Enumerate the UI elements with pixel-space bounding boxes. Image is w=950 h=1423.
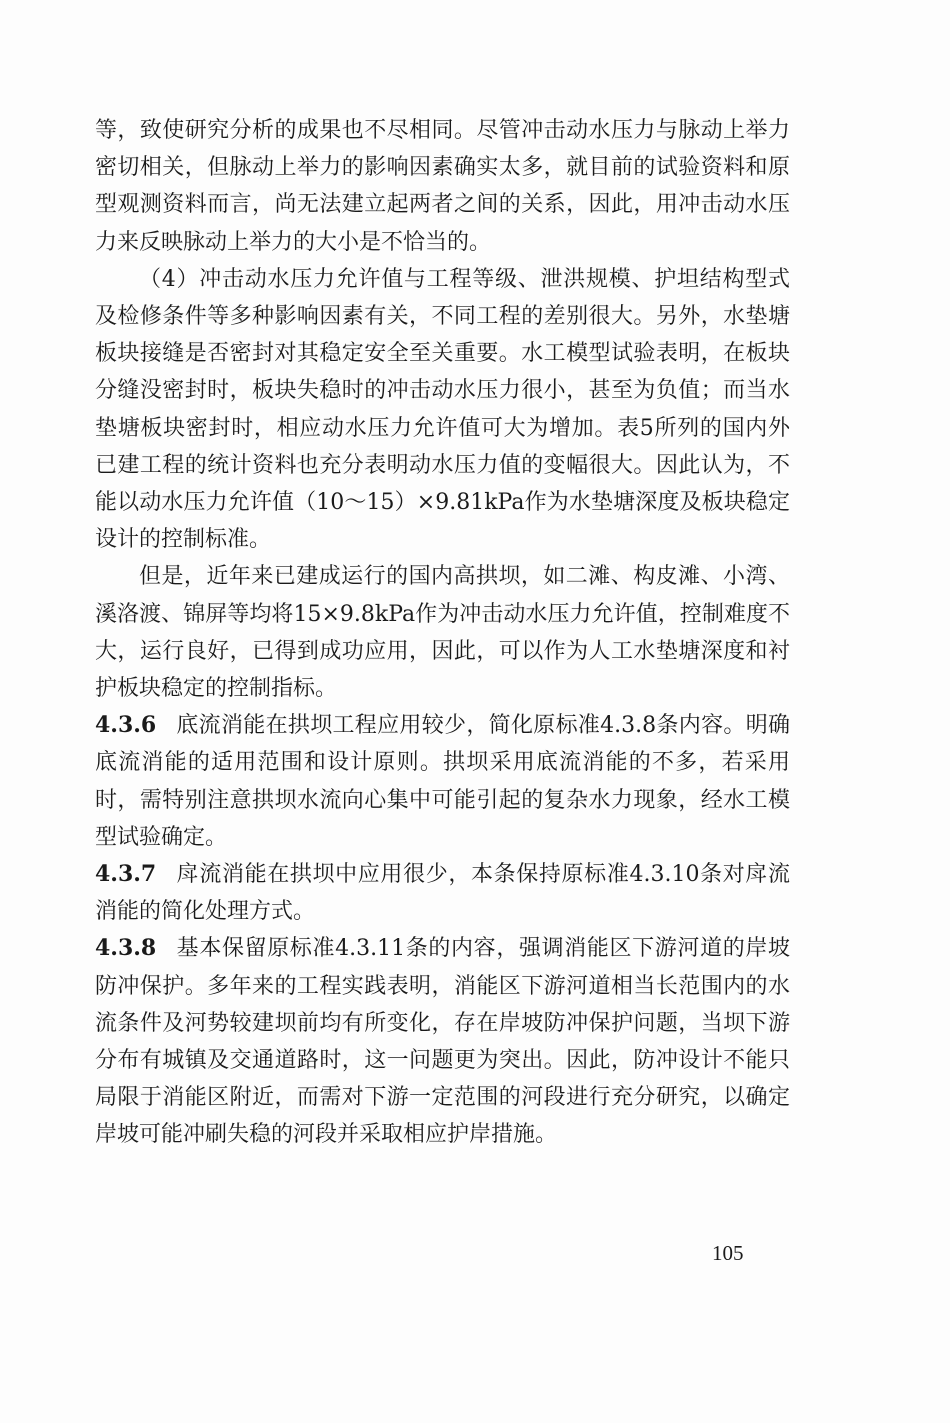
clause-number: 4.3.7 [95,861,157,888]
body-text [95,112,790,1154]
paragraph-text: 但是，近年来已建成运行的国内高拱坝，如二滩、构皮滩、小湾、溪洛渡、锦屏等均将15×9.8kPa作为冲击动水压力允许值，控制难度不大，运行良好，已得到成功应用，因此，可以作为人工水垫塘深度和衬护板块稳定的控制指标。 [95,564,790,702]
clause-4-3-6 [95,707,790,856]
clause-text: 基本保留原标准4.3.11条的内容，强调消能区下游河道的岸坡防冲保护。多年来的工程实践表明，消能区下游河道相当长范围内的水流条件及河势较建坝前均有所变化，存在岸坡防冲保护问题，当坝下游分布有城镇及交通道路时，这一问题更为突出。因此，防冲设计不能只局限于消能区附近，而需对下游一定范围的河段进行充分研究，以确定岸坡可能冲刷失稳的河段并采取相应护岸措施。 [95,936,790,1148]
clause-text: 戽流消能在拱坝中应用很少，本条保持原标准4.3.10条对戽流消能的简化处理方式。 [95,862,790,925]
clause-4-3-8 [95,930,790,1153]
paragraph-item-4 [95,261,790,559]
paragraph-continuation [95,112,790,261]
clause-text: 底流消能在拱坝工程应用较少，简化原标准4.3.8条内容。明确底流消能的适用范围和设计原则。拱坝采用底流消能的不多，若采用时，需特别注意拱坝水流向心集中可能引起的复杂水力现象，经水工模型试验确定。 [95,713,790,850]
clause-number: 4.3.8 [95,935,157,962]
paragraph-text: （4）冲击动水压力允许值与工程等级、泄洪规模、护坦结构型式及检修条件等多种影响因素有关，不同工程的差别很大。另外，水垫塘板块接缝是否密封对其稳定安全至关重要。水工模型试验表明，在板块分缝没密封时，板块失稳时的冲击动水压力很小，甚至为负值；而当水垫塘板块密封时，相应动水压力允许值可大为增加。表5所列的国内外已建工程的统计资料也充分表明动水压力值的变幅很大。因此认为，不能以动水压力允许值（10～15）×9.81kPa作为水垫塘深度及板块稳定设计的控制标准。 [95,266,790,553]
page-number: 105 [712,1241,744,1265]
paragraph-text: 等，致使研究分析的成果也不尽相同。尽管冲击动水压力与脉动上举力密切相关，但脉动上举力的影响因素确实太多，就目前的试验资料和原型观测资料而言，尚无法建立起两者之间的关系，因此，用冲击动水压力来反映脉动上举力的大小是不恰当的。 [95,118,790,255]
clause-number: 4.3.6 [95,712,157,739]
paragraph-however [95,558,790,707]
clause-4-3-7 [95,856,790,930]
